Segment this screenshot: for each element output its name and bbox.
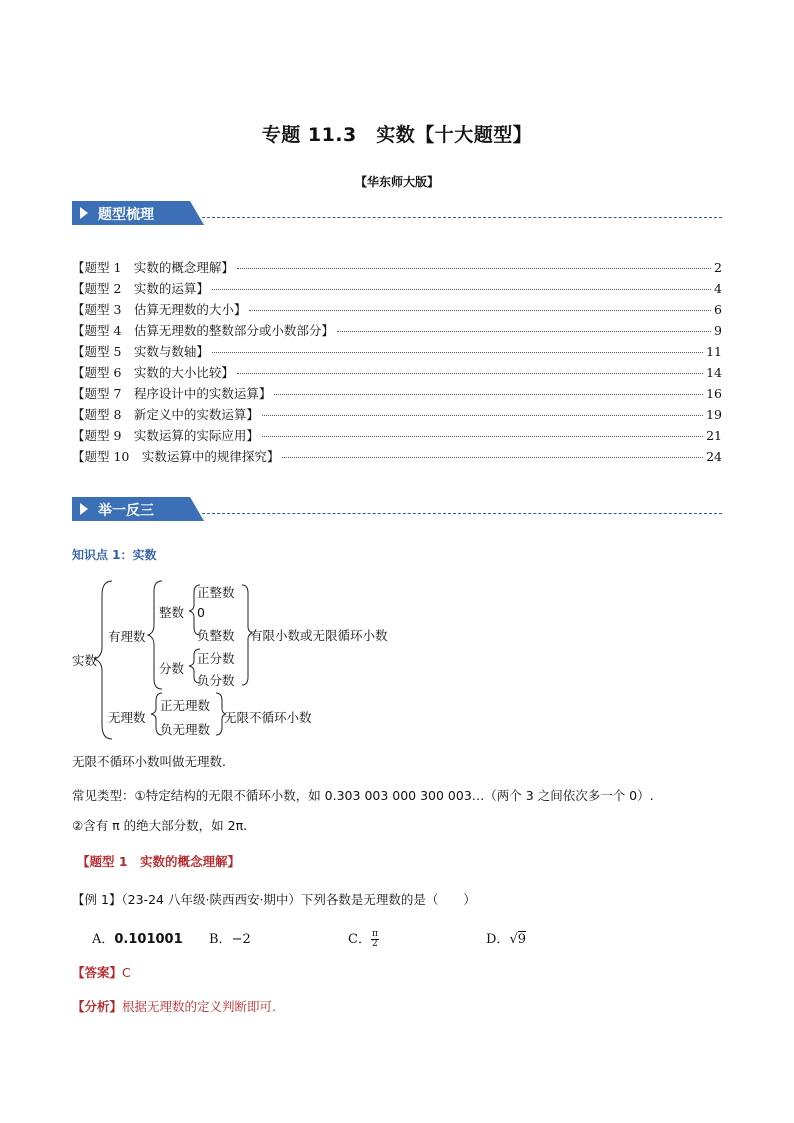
toc-row[interactable] xyxy=(72,321,722,342)
tree-rational-note: 有限小数或无限循环小数 xyxy=(250,628,388,643)
toc-page-number: 4 xyxy=(714,281,722,296)
practice-banner xyxy=(72,497,732,521)
dashed-divider xyxy=(202,217,722,218)
tree-fraction: 分数 xyxy=(159,661,185,676)
toc-label: 【题型 3 估算无理数的大小】 xyxy=(72,302,247,317)
toc-row[interactable] xyxy=(72,342,722,363)
choice-c: C． $\frac{\pi}{2}$ xyxy=(348,929,378,949)
tree-negative-fraction: 负分数 xyxy=(197,673,235,688)
toc-leader-dots xyxy=(262,436,703,437)
tree-rational: 有理数 xyxy=(108,629,146,644)
answer-line xyxy=(72,963,131,981)
tree-positive-fraction: 正分数 xyxy=(197,651,235,666)
tree-negative-integer: 负整数 xyxy=(197,628,235,643)
toc-row[interactable] xyxy=(72,279,722,300)
tree-positive-integer: 正整数 xyxy=(197,585,235,600)
toc-leader-dots xyxy=(337,331,711,332)
answer-tag: 【答案】 xyxy=(72,965,123,980)
toc-row[interactable] xyxy=(72,300,722,321)
toc-label: 【题型 6 实数的大小比较】 xyxy=(72,365,234,380)
common-types-line-2: ②含有 π 的绝大部分数，如 2π. xyxy=(72,818,248,833)
toc-page-number: 16 xyxy=(706,386,722,401)
analysis-tag: 【分析】 xyxy=(72,999,123,1014)
tree-irrational-note: 无限不循环小数 xyxy=(224,710,312,725)
toc-label: 【题型 2 实数的运算】 xyxy=(72,281,209,296)
toc-leader-dots xyxy=(237,268,711,269)
analysis-line xyxy=(72,997,276,1015)
choice-b: B．−2 xyxy=(209,932,251,947)
toc-label: 【题型 9 实数运算的实际应用】 xyxy=(72,428,259,443)
answer-value: C xyxy=(122,965,131,980)
choice-d-value: 9 xyxy=(517,932,527,947)
tree-positive-irrational: 正无理数 xyxy=(160,698,211,713)
toc-page-number: 2 xyxy=(714,260,722,275)
common-types-line-1: 常见类型：①特定结构的无限不循环小数，如 0.303 003 000 300 003…（两个 3 之间依次多一个 0）. xyxy=(72,788,654,803)
sqrt-icon: √ xyxy=(509,932,518,947)
toc-leader-dots xyxy=(274,394,703,395)
knowledge-point-heading: 知识点 1：实数 xyxy=(72,548,157,562)
choice-b-value: −2 xyxy=(231,932,251,947)
page-title: 专题 11.3 实数【十大题型】 xyxy=(261,124,533,146)
table-of-contents xyxy=(72,258,722,468)
choice-d: D．√9 xyxy=(486,932,527,947)
irrational-definition: 无限不循环小数叫做无理数. xyxy=(72,754,226,769)
toc-row[interactable] xyxy=(72,258,722,279)
toc-label: 【题型 1 实数的概念理解】 xyxy=(72,260,234,275)
toc-leader-dots xyxy=(282,457,703,458)
toc-label: 【题型 7 程序设计中的实数运算】 xyxy=(72,386,272,401)
practice-heading: 举一反三 xyxy=(98,503,154,519)
choice-a-value: 0.101001 xyxy=(114,932,183,947)
toc-page-number: 14 xyxy=(706,365,722,380)
tree-irrational: 无理数 xyxy=(108,710,146,725)
toc-row[interactable] xyxy=(72,405,722,426)
toc-label: 【题型 4 估算无理数的整数部分或小数部分】 xyxy=(72,323,334,338)
toc-label: 【题型 5 实数与数轴】 xyxy=(72,344,209,359)
toc-leader-dots xyxy=(237,373,703,374)
choice-c-fraction: $\frac{\pi}{2}$ xyxy=(371,929,378,949)
toc-label: 【题型 8 新定义中的实数运算】 xyxy=(72,407,259,422)
edition-subtitle: 【华东师大版】 xyxy=(354,175,439,189)
toc-heading: 题型梳理 xyxy=(98,207,154,223)
toc-row[interactable] xyxy=(72,447,722,468)
tree-root: 实数 xyxy=(72,653,98,668)
toc-banner xyxy=(72,201,732,225)
tree-zero: 0 xyxy=(197,605,205,620)
question-type-heading: 【题型 1 实数的概念理解】 xyxy=(77,854,241,869)
example-stem: 【例 1】（23-24 八年级·陕西西安·期中）下列各数是无理数的是（ ） xyxy=(72,892,476,907)
choice-a: A．0.101001 xyxy=(92,932,183,947)
tree-negative-irrational: 负无理数 xyxy=(160,722,211,737)
toc-label: 【题型 10 实数运算中的规律探究】 xyxy=(72,449,280,464)
tree-integer: 整数 xyxy=(159,605,185,620)
toc-leader-dots xyxy=(212,352,703,353)
toc-row[interactable] xyxy=(72,363,722,384)
toc-leader-dots xyxy=(249,310,711,311)
toc-page-number: 21 xyxy=(706,428,722,443)
toc-page-number: 6 xyxy=(714,302,722,317)
analysis-text: 根据无理数的定义判断即可. xyxy=(122,999,276,1014)
real-number-classification-tree xyxy=(70,575,490,745)
toc-leader-dots xyxy=(262,415,703,416)
toc-row[interactable] xyxy=(72,384,722,405)
dashed-divider xyxy=(202,513,722,514)
toc-page-number: 19 xyxy=(706,407,722,422)
toc-leader-dots xyxy=(212,289,711,290)
toc-row[interactable] xyxy=(72,426,722,447)
toc-page-number: 11 xyxy=(706,344,722,359)
toc-page-number: 9 xyxy=(714,323,722,338)
toc-page-number: 24 xyxy=(706,449,722,464)
